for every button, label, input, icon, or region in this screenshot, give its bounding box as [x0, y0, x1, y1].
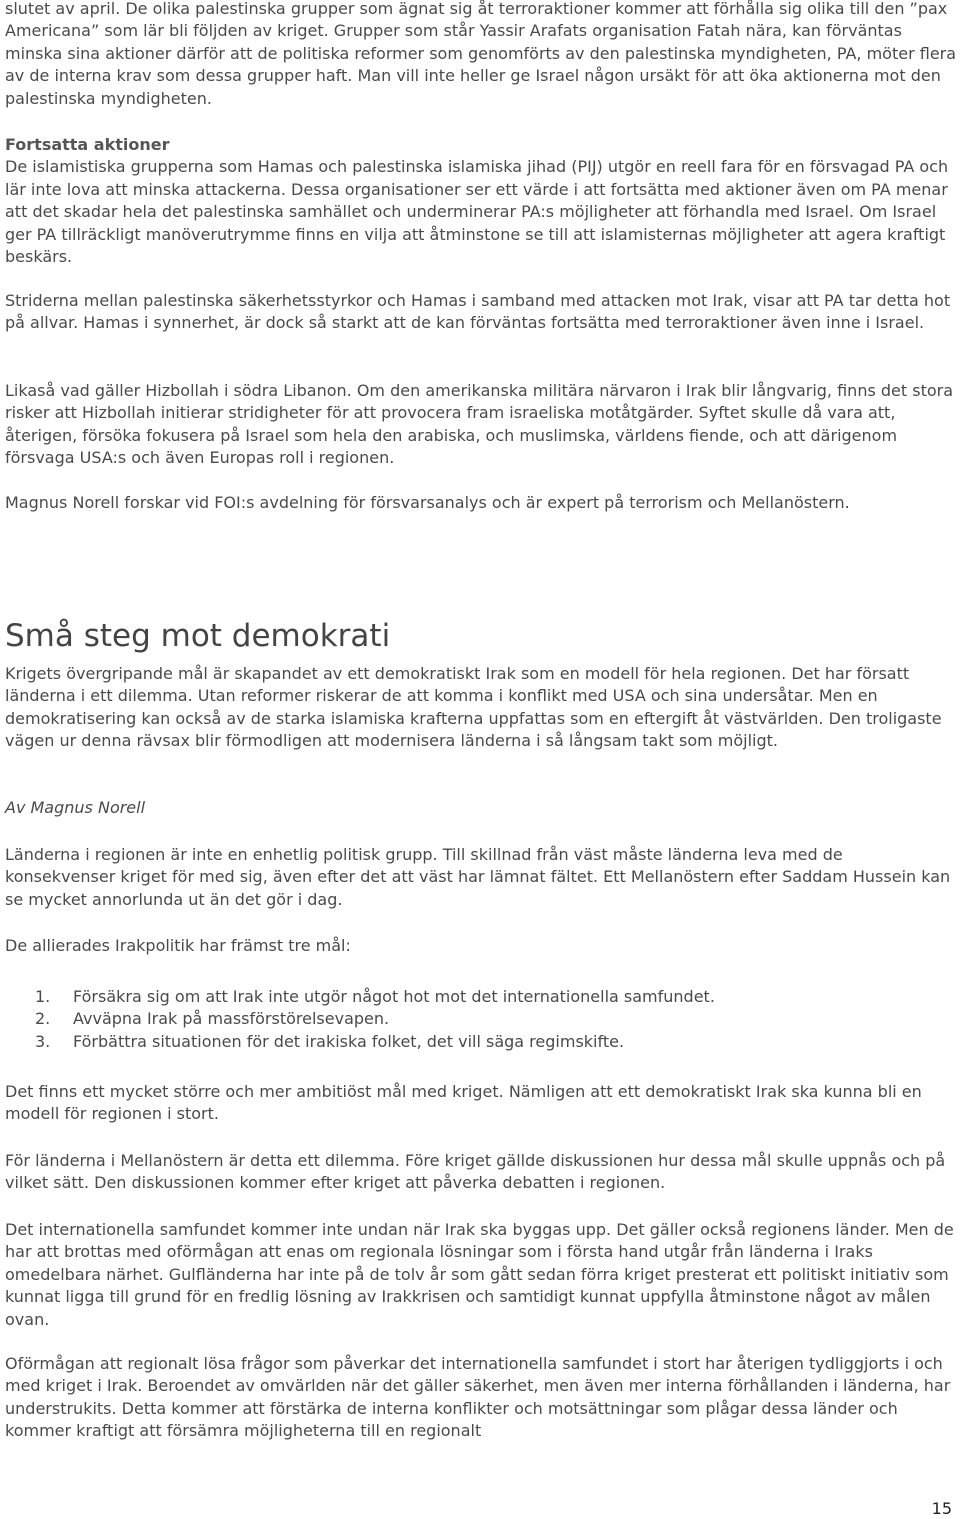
author-note: Magnus Norell forskar vid FOI:s avdelning för försvarsanalys och är expert på terrorism och Mellanöstern.: [5, 493, 850, 512]
continuation-paragraph: slutet av april. De olika palestinska grupper som ägnat sig åt terroraktioner kommer att förhålla sig olika till den ”pax Americana” som lär bli följden av kriget. Grupper som står Yassir Arafats organisation Fatah nära, kan förväntas minska sina aktioner därför att de politiska reformer som genomförts av den palestinska myndigheten, PA, möter flera av de interna krav som dessa grupper haft. Man vill inte heller ge Israel någon ursäkt för att öka aktionerna mot den palestinska myndigheten.: [5, 0, 957, 108]
list-item-number: 2.: [35, 1009, 51, 1029]
goals-list: [5, 986, 905, 1053]
section-fortsatta-aktioner: [5, 134, 957, 268]
byline: Av Magnus Norell: [5, 798, 146, 817]
article-title: Små steg mot demokrati: [5, 618, 391, 654]
list-item: [5, 986, 905, 1008]
list-item-number: 1.: [35, 987, 51, 1006]
section-paragraph: De islamistiska grupperna som Hamas och palestinska islamiska jihad (PIJ) utgör en reell fara för en försvagad PA och lär inte lova att minska attackerna. Dessa organisationer ser ett värde i att fortsätta med aktioner även om PA menar att det skadar hela det palestinska samhället och underminerar PA:s möjligheter att förhandla med Israel. Om Israel ger PA tillräckligt manöverutrymme finns en vilja att åtminstone se till att islamisternas möjligheter att agera kraftigt beskärs.: [5, 157, 949, 267]
paragraph-striderna: Striderna mellan palestinska säkerhetsstyrkor och Hamas i samband med attacken mot Irak, visar att PA tar detta hot på allvar. Hamas i synnerhet, är dock så starkt att de kan förväntas fortsätta med terroraktioner även inne i Israel.: [5, 291, 951, 333]
list-item: [5, 1008, 905, 1030]
paragraph-hizbollah: Likaså vad gäller Hizbollah i södra Libanon. Om den amerikanska militära närvaron i Irak blir långvarig, finns det stora risker att Hizbollah initierar stridigheter för att provocera fram israeliska motåtgärder. Syftet skulle då vara att, återigen, försöka fokusera på Israel som hela den arabiska, och muslimska, världens fiende, och att därigenom försvaga USA:s och även Europas roll i regionen.: [5, 381, 954, 468]
list-item-text: Förbättra situationen för det irakiska folket, det vill säga regimskifte.: [73, 1031, 625, 1051]
article-paragraph-4: För länderna i Mellanöstern är detta ett dilemma. Före kriget gällde diskussionen hur dessa mål skulle uppnås och på vilket sätt. Den diskussionen kommer efter kriget att påverka debatten i regionen.: [5, 1151, 946, 1193]
list-item-number: 3.: [35, 1031, 51, 1051]
article-paragraph-3: Det finns ett mycket större och mer ambitiöst mål med kriget. Nämligen att ett demokratiskt Irak ska kunna bli en modell för regionen i stort.: [5, 1082, 922, 1124]
article-paragraph-1: Länderna i regionen är inte en enhetlig politisk grupp. Till skillnad från väst måste länderna leva med de konsekvenser kriget för med sig, även efter det att väst har lämnat fältet. Ett Mellanöstern efter Saddam Hussein kan se mycket annorlunda ut än det gör i dag.: [5, 845, 951, 909]
list-item: [5, 1031, 905, 1053]
section-heading: Fortsatta aktioner: [5, 135, 170, 154]
article-paragraph-5: Det internationella samfundet kommer inte undan när Irak ska byggas upp. Det gäller också regionens länder. Men de har att brottas med oförmågan att enas om regionala lösningar som i första hand utgår från länderna i Iraks omedelbara närhet. Gulfländerna har inte på de tolv år som gått sedan förra kriget presterat ett politiskt initiativ som kunnat ligga till grund för en fredlig lösning av Irakkrisen och samtidigt kunnat uppfylla åtminstone något av målen ovan.: [5, 1220, 954, 1329]
page-number: 15: [931, 1499, 952, 1518]
article-paragraph-6: Oförmågan att regionalt lösa frågor som påverkar det internationella samfundet i stort har återigen tydliggjorts i och med kriget i Irak. Beroendet av omvärlden när det gäller säkerhet, men även mer interna förhållanden i länderna, har understrukits. Detta kommer att förstärka de interna konflikter och motsättningar som plågar dessa länder och kommer kraftigt att försämra möjligheterna till en regionalt: [5, 1354, 951, 1441]
article-lead: Krigets övergripande mål är skapandet av ett demokratiskt Irak som en modell för hela regionen. Det har försatt länderna i ett dilemma. Utan reformer riskerar de att komma i konflikt med USA och sina undersåtar. Men en demokratisering kan också av de starka islamiska krafterna uppfattas som en eftergift åt västvärlden. Den troligaste vägen ur denna rävsax blir förmodligen att modernisera länderna i så långsam takt som möjligt.: [5, 664, 942, 751]
list-item-text: Försäkra sig om att Irak inte utgör något hot mot det internationella samfundet.: [73, 987, 715, 1006]
list-item-text: Avväpna Irak på massförstörelsevapen.: [73, 1009, 390, 1029]
article-paragraph-2: De allierades Irakpolitik har främst tre mål:: [5, 936, 351, 955]
